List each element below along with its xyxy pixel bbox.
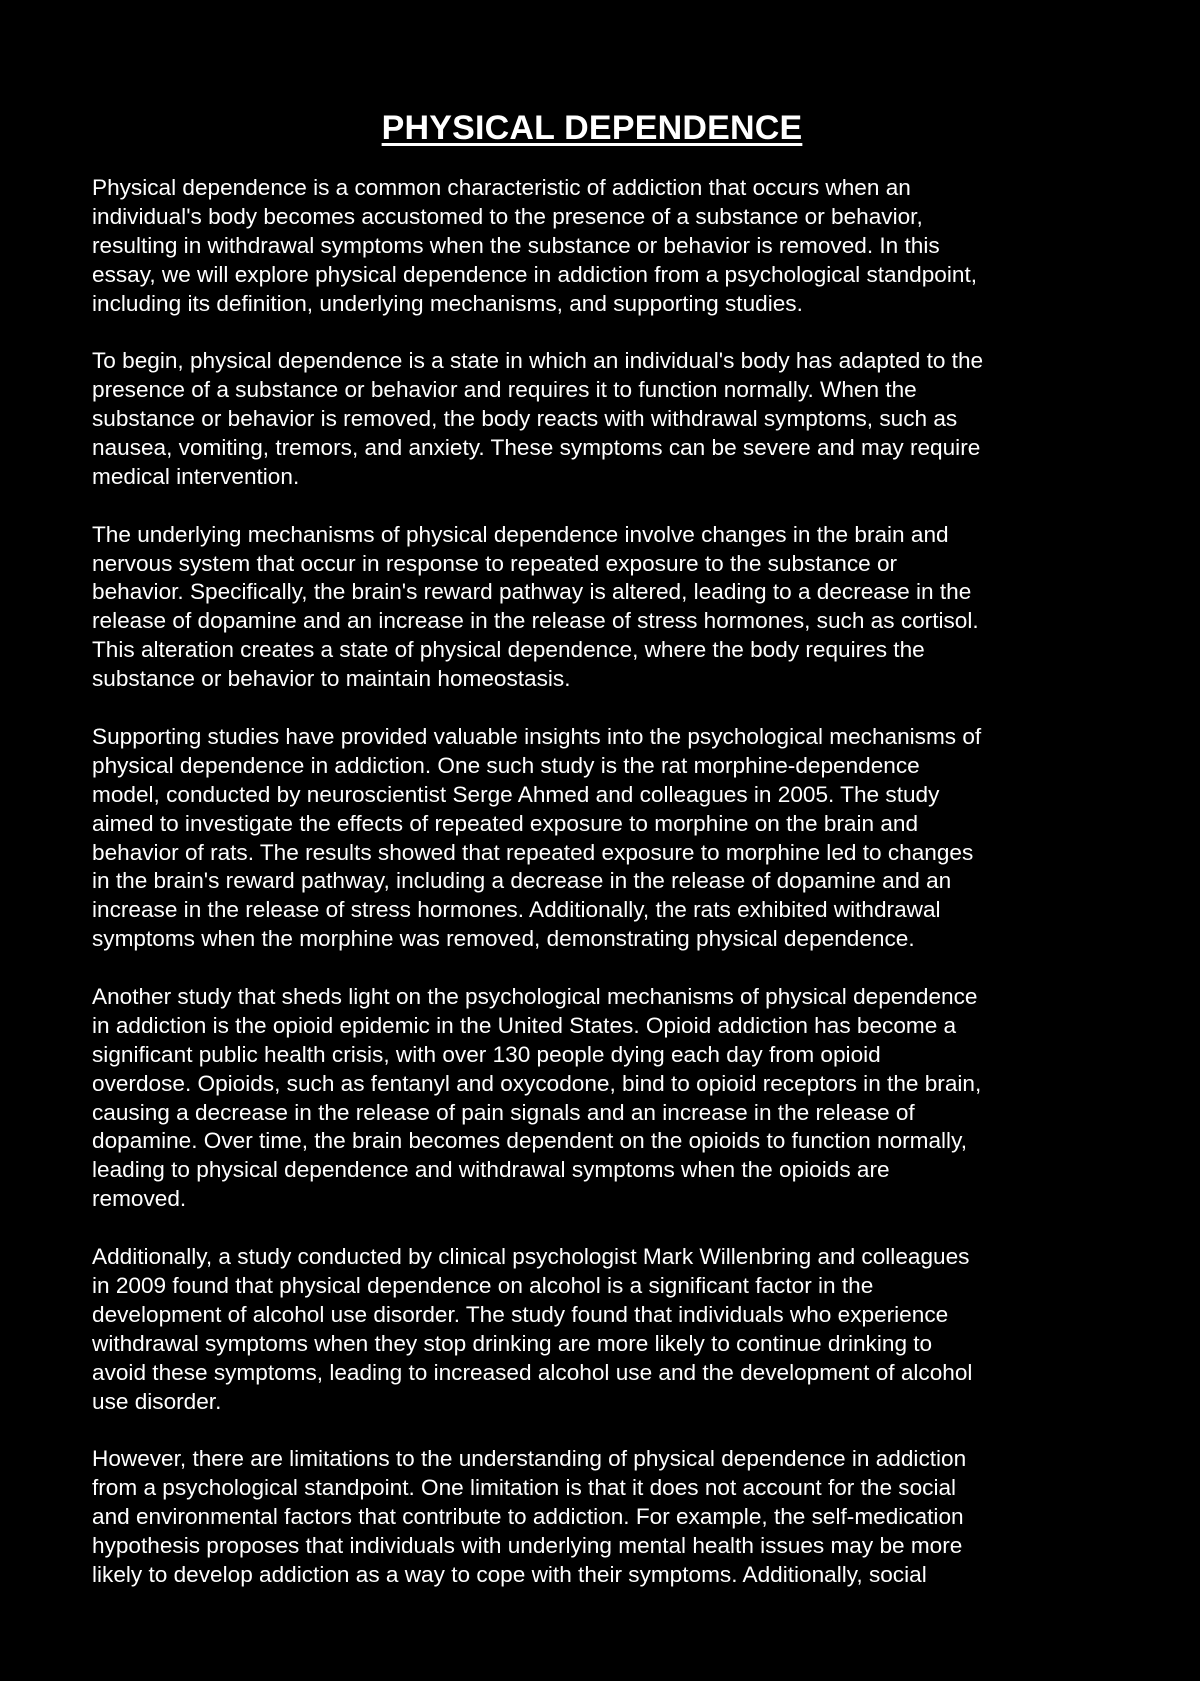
document-title: PHYSICAL DEPENDENCE	[381, 109, 803, 147]
paragraph-alcohol-study: Additionally, a study conducted by clinical psychologist Mark Willenbring and colleagues in 2009 found that physical dependence on alcohol is a significant factor in the development of alcohol use disorder. The study found that individuals who experience withdrawal symptoms when they stop drinking are more likely to continue drinking to avoid these symptoms, leading to increased alcohol use and the development of alcohol use disorder.	[92, 1243, 973, 1414]
paragraph-definition: To begin, physical dependence is a state in which an individual's body has adapted to the presence of a substance or behavior and requires it to function normally. When the substance or behavior is removed, the body reacts with withdrawal symptoms, such as nausea, vomiting, tremors, and anxiety. These symptoms can be severe and may require medical intervention.	[92, 348, 984, 489]
document-page	[92, 108, 1092, 1619]
paragraph-opioid-epidemic: Another study that sheds light on the psychological mechanisms of physical dependence in addiction is the opioid epidemic in the United States. Opioid addiction has become a significant public health crisis, with over 130 people dying each day from opioid overdose. Opioids, such as fentanyl and oxycodone, bind to opioid receptors in the brain, causing a decrease in the release of pain signals and an increase in the release of dopamine. Over time, the brain becomes dependent on the opioids to function normally, leading to physical dependence and withdrawal symptoms when the opioids are removed.	[92, 983, 982, 1212]
paragraph-limitations: However, there are limitations to the understanding of physical dependence in addiction from a psychological standpoint. One limitation is that it does not account for the social and environmental factors that contribute to addiction. For example, the self-medication hypothesis proposes that individuals with underlying mental health issues may be more likely to develop addiction as a way to cope with their symptoms. Additionally, social	[92, 1446, 967, 1587]
paragraph-mechanisms: The underlying mechanisms of physical dependence involve changes in the brain and nervous system that occur in response to repeated exposure to the substance or behavior. Specifically, the brain's reward pathway is altered, leading to a decrease in the release of dopamine and an increase in the release of stress hormones, such as cortisol. This alteration creates a state of physical dependence, where the body requires the substance or behavior to maintain homeostasis.	[92, 521, 979, 692]
paragraph-rat-study: Supporting studies have provided valuable insights into the psychological mechanisms of physical dependence in addiction. One such study is the rat morphine-dependence model, conducted by neuroscientist Serge Ahmed and colleagues in 2005. The study aimed to investigate the effects of repeated exposure to morphine on the brain and behavior of rats. The results showed that repeated exposure to morphine led to changes in the brain's reward pathway, including a decrease in the release of dopamine and an increase in the release of stress hormones. Additionally, the rats exhibited withdrawal symptoms when the morphine was removed, demonstrating physical dependence.	[92, 723, 982, 952]
paragraph-introduction: Physical dependence is a common characteristic of addiction that occurs when an individual's body becomes accustomed to the presence of a substance or behavior, resulting in withdrawal symptoms when the substance or behavior is removed. In this essay, we will explore physical dependence in addiction from a psychological standpoint, including its definition, underlying mechanisms, and supporting studies.	[92, 175, 978, 316]
